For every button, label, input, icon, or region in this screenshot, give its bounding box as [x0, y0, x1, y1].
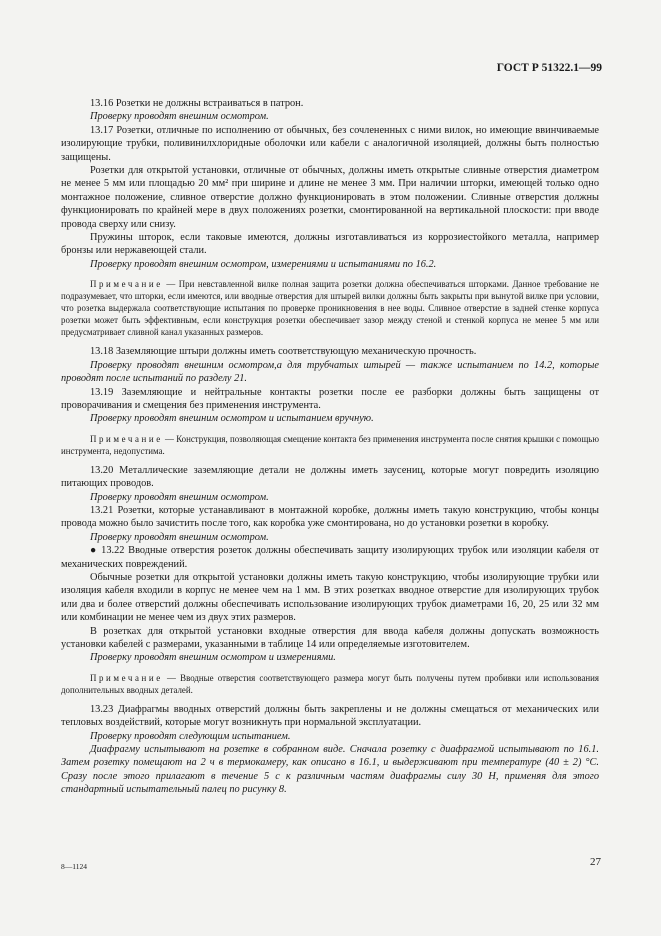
check-method: Проверку проводят внешним осмотром, измерениями и испытаниями по 16.2.: [90, 258, 437, 270]
check-method: Проверку проводят внешним осмотром и испытанием вручную.: [90, 413, 374, 425]
body-paragraph: Обычные розетки для открытой установки должны иметь такую конструкцию, чтобы изолирующие трубки или изоляция кабеля входили в корпус не менее чем на 1 мм. В этих розетках вводное отверстие для изолирующих трубок или два и более отверстий должны обеспечивать использование изолирующих трубок диаметрами 16, 20, 25 или 32 мм или комбинации не менее чем из двух этих размеров.: [61, 571, 599, 624]
note-label: Примечание: [90, 433, 163, 444]
check-method: Проверку проводят внешним осмотром.: [90, 531, 269, 543]
note-text: — При невставленной вилке полная защита розетки должна обеспечиваться шторками. Данное требование не подразумевает, что шторки, если имеются, или вводные отверстия для штырей вилки должны быть закрыты при вынутой вилке при условии, что розетка выдержала соответствующие испытания по проверке проникновения в нее воды. Сливное отверстие в задней стенке корпуса розетки может быть эффективным, если конструкция розетки обеспечивает зазор между стеной и стенкой корпуса не менее 5 мм или предусматривает сливной канал указанных размеров.: [61, 279, 599, 338]
note: [61, 278, 599, 338]
check-method: Проверку проводят внешним осмотром.: [90, 491, 269, 503]
check-method: Проверку проводят внешним осмотром.: [90, 111, 269, 123]
clause-13-23: 13.23 Диафрагмы вводных отверстий должны быть закреплены и не должны смещаться от механических или тепловых воздействий, которые могут возникнуть при нормальной эксплуатации.: [61, 703, 599, 729]
clause-13-20: 13.20 Металлические заземляющие детали не должны иметь заусениц, которые могут повредить изоляцию питающих проводов.: [61, 464, 599, 490]
body-paragraph: В розетках для открытой установки входные отверстия для ввода кабеля должны допускать возможность установки кабелей с размерами, указанными в таблице 14 или определяемые изготовителем.: [61, 625, 599, 650]
check-method: Проверку проводят следующим испытанием.: [90, 730, 291, 742]
note-label: Примечание: [90, 672, 163, 683]
note-text: — Вводные отверстия соответствующего размера могут быть получены путем пробивки или использования дополнительных вводных деталей.: [61, 672, 599, 695]
clause-13-17: 13.17 Розетки, отличные по исполнению от обычных, без сочлененных с ними вилок, но имеющие ввинчиваемые изолирующие трубки, поливинилхлоридные оболочки или кабели с аналогичной изоляцией, должны быть полностью защищены.: [61, 124, 599, 163]
note-label: Примечание: [90, 279, 163, 290]
test-procedure: Диафрагму испытывают на розетке в собранном виде. Сначала розетку с диафрагмой испытывают по 16.1. Затем розетку помещают на 2 ч в термокамеру, как описано в 16.1, и выдерживают при температуре (40 ± 2) °С. Сразу после этого прилагают в течение 5 с к различным частям диафрагмы силу 30 Н, применяя для этого стандартный испытательный палец по рисунку 8.: [61, 744, 599, 796]
page-number: 27: [590, 856, 601, 868]
clause-13-16: 13.16 Розетки не должны встраиваться в патрон.: [90, 98, 304, 109]
check-method: Проверку проводят внешним осмотром и измерениями.: [90, 652, 336, 664]
page-body: [61, 97, 599, 797]
check-method: Проверку проводят внешним осмотром,а для трубчатых штырей — также испытанием по 14.2, которые проводят после испытаний по разделу 21.: [61, 359, 599, 385]
clause-13-21: 13.21 Розетки, которые устанавливают в монтажной коробке, должны иметь такую конструкцию, чтобы концы провода можно было зачистить после того, как коробка уже смонтирована, но до установки розетки в коробку.: [61, 504, 599, 530]
note: [61, 433, 599, 457]
print-code: 8—1124: [61, 862, 87, 871]
document-code: ГОСТ Р 51322.1—99: [496, 62, 602, 74]
body-paragraph: Розетки для открытой установки, отличные от обычных, должны иметь открытые сливные отверстия диаметром не менее 5 мм или площадью 20 мм² при ширине и длине не менее 3 мм. При наличии шторки, имеющей только одно монтажное положение, сливное отверстие должно функционировать в этом положении. Сливные отверстия должны функционировать по крайней мере в двух положениях розетки, смонтированной на вертикальной плоскости: при вводе провода сверху или снизу.: [61, 165, 599, 230]
note-text: — Конструкция, позволяющая смещение контакта без применения инструмента после снятия крышки с помощью инструмента, недопустима.: [61, 433, 599, 456]
clause-13-22: ● 13.22 Вводные отверстия розеток должны обеспечивать защиту изолирующих трубок или изоляции кабеля от механических повреждений.: [61, 545, 599, 570]
clause-13-19: 13.19 Заземляющие и нейтральные контакты розетки после ее разборки должны быть защищены от проворачивания и смещения без применения инструмента.: [61, 386, 599, 411]
clause-13-18: 13.18 Заземляющие штыри должны иметь соответствующую механическую прочность.: [90, 346, 477, 358]
note: [61, 672, 599, 696]
body-paragraph: Пружины шторок, если таковые имеются, должны изготавливаться из коррозиестойкого металла, например бронзы или нержавеющей стали.: [61, 232, 599, 257]
